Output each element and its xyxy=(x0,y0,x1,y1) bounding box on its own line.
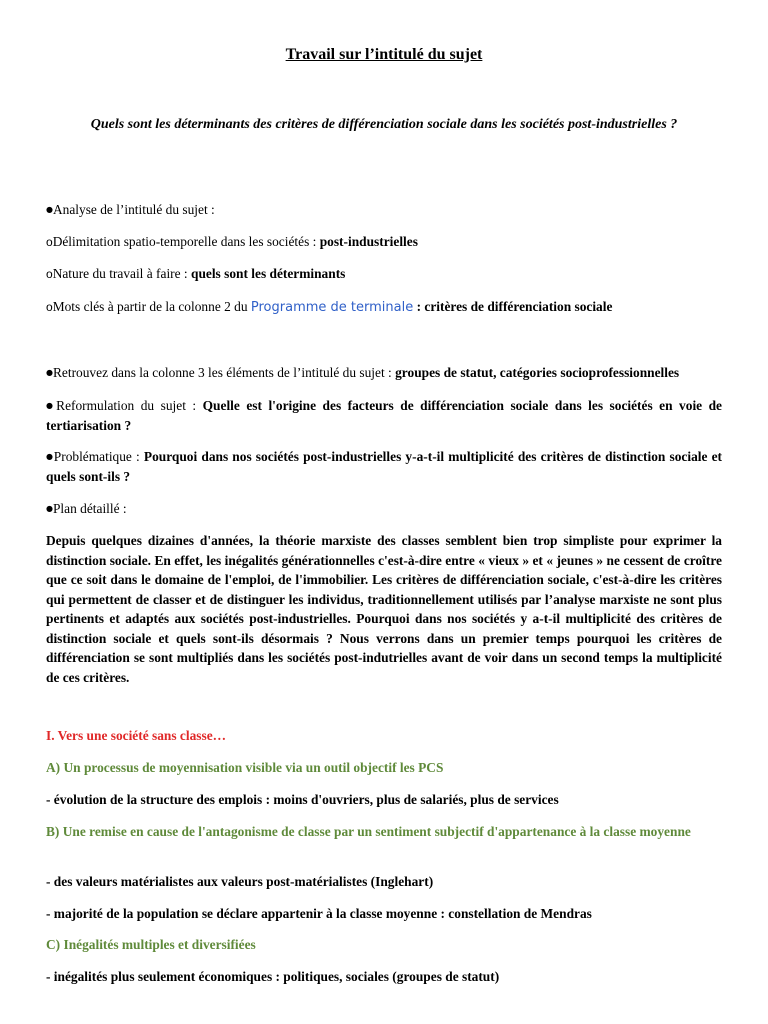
programme-link[interactable]: Programme de terminale xyxy=(250,300,414,315)
section-a-point: - évolution de la structure des emplois : moins d'ouvriers, plus de salariés, plus de services xyxy=(46,792,559,807)
retrouvez-label: Retrouvez dans la colonne 3 les éléments de l’intitulé du sujet : xyxy=(52,365,396,380)
plan-label: Plan détaillé : xyxy=(52,501,127,516)
analyse-label: Analyse de l’intitulé du sujet : xyxy=(52,202,215,217)
sub-bullet-icon: o xyxy=(46,300,53,314)
problematique-value: Pourquoi dans nos sociétés post-industrielles y-a-t-il multiplicité des critères de distinction sociale et quels sont-ils ? xyxy=(46,449,722,484)
introduction-paragraph: Depuis quelques dizaines d'années, la théorie marxiste des classes semblent bien trop simpliste pour exprimer la distinction sociale. En effet, les inégalités générationnelles c'est-à-dire entre « vieux » et « jeunes » ne cessent de croître que ce soit dans le domaine de l'emploi, de l'immobilier. Les critères de différenciation sociale, c'est-à-dire les critères qui permettent de classer et de distinguer les individus, traditionnellement utilisés par l’analyse marxiste ne sont plus pertinents et adaptés aux sociétés post-industrielles. Pourquoi dans nos sociétés y a-t-il multiplicité des critères de distinction sociale et quels sont-ils désormais ? Nous verrons dans un premier temps pourquoi les critères de différenciation se sont multipliés dans les sociétés post-indutrielles avant de voir dans un second temps la multiplicité de ces critères. xyxy=(46,533,722,685)
reformulation-line xyxy=(46,396,722,435)
plan-line xyxy=(46,499,722,519)
nature-line xyxy=(46,264,722,285)
delimitation-label: Délimitation spatio-temporelle dans les sociétés : xyxy=(52,234,320,249)
page-title: Travail sur l’intitulé du sujet xyxy=(285,46,483,63)
section-a-heading: A) Un processus de moyennisation visible via un outil objectif les PCS xyxy=(46,760,444,775)
bullet-icon: ● xyxy=(46,504,53,513)
section-b-heading: B) Une remise en cause de l'antagonisme de classe par un sentiment subjectif d'appartenance à la classe moyenne xyxy=(46,824,691,839)
delimitation-value: post-industrielles xyxy=(319,234,418,249)
nature-value: quels sont les déterminants xyxy=(191,266,346,281)
sub-bullet-icon: o xyxy=(46,267,53,281)
bullet-icon: ● xyxy=(46,401,57,410)
retrouvez-line xyxy=(46,363,722,383)
reformulation-value: Quelle est l'origine des facteurs de différenciation sociale dans les sociétés en voie de tertiarisation ? xyxy=(46,398,722,433)
subject-question: Quels sont les déterminants des critères de différenciation sociale dans les sociétés post-industrielles ? xyxy=(90,117,678,132)
analyse-line xyxy=(46,200,722,220)
section-b-point: - des valeurs matérialistes aux valeurs post-matérialistes (Inglehart) xyxy=(46,874,434,889)
section-c-point: - inégalités plus seulement économiques : politiques, sociales (groupes de statut) xyxy=(46,969,500,984)
problematique-line xyxy=(46,447,722,486)
problematique-label: Problématique : xyxy=(53,449,144,464)
mots-cles-label: Mots clés à partir de la colonne 2 du xyxy=(52,299,251,314)
bullet-icon: ● xyxy=(46,452,54,461)
mots-cles-line xyxy=(46,297,722,318)
sub-bullet-icon: o xyxy=(46,235,53,249)
bullet-icon: ● xyxy=(46,368,53,377)
section-c-heading: C) Inégalités multiples et diversifiées xyxy=(46,937,256,952)
reformulation-label: Reformulation du sujet : xyxy=(56,398,203,413)
mots-cles-value: : critères de différenciation sociale xyxy=(413,299,613,314)
nature-label: Nature du travail à faire : xyxy=(52,266,191,281)
delimitation-line xyxy=(46,232,722,253)
section-b-point: - majorité de la population se déclare appartenir à la classe moyenne : constellation de Mendras xyxy=(46,906,592,921)
bullet-icon: ● xyxy=(46,205,53,214)
part1-heading: I. Vers une société sans classe… xyxy=(46,728,227,743)
retrouvez-value: groupes de statut, catégories socioprofessionnelles xyxy=(395,365,680,380)
